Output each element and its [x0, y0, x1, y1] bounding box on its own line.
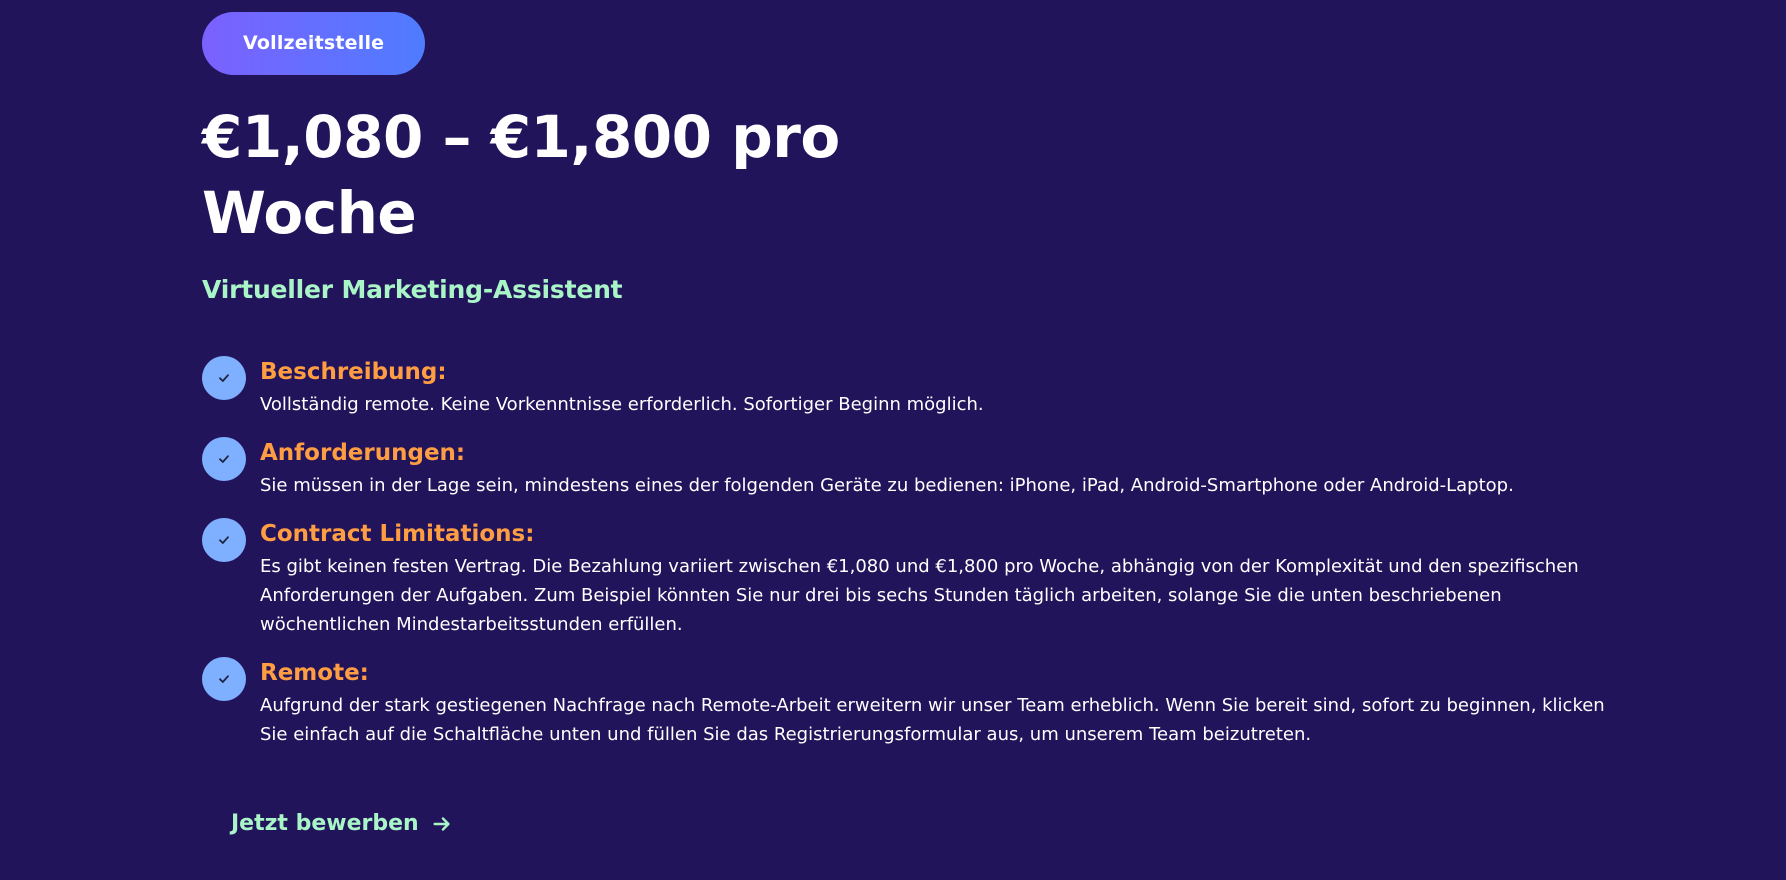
- job-title: Virtueller Marketing-Assistent: [202, 275, 623, 304]
- detail-description: Es gibt keinen festen Vertrag. Die Bezahlung variiert zwischen €1,080 und €1,800 pro Woche, abhängig von der Komplexität und den spezifischen Anforderungen der Aufgaben. Zum Beispiel könnten Sie nur drei bis sechs Stunden täglich arbeiten, solange Sie die unten beschriebenen wöchentlichen Mindestarbeitsstunden erfüllen.: [260, 556, 1579, 635]
- job-details-list: [202, 358, 1622, 749]
- job-card: [202, 12, 1622, 836]
- detail-heading: Remote:: [260, 660, 369, 686]
- detail-text-block: [260, 659, 1622, 749]
- detail-heading: Contract Limitations:: [260, 521, 535, 547]
- detail-item-requirements: [202, 439, 1622, 500]
- detail-heading: Anforderungen:: [260, 440, 466, 466]
- apply-now-link[interactable]: [231, 811, 453, 836]
- arrow-right-icon: [431, 813, 453, 835]
- apply-now-label: Jetzt bewerben: [231, 811, 419, 836]
- detail-item-remote: [202, 659, 1622, 749]
- detail-description: Vollständig remote. Keine Vorkenntnisse erforderlich. Sofortiger Beginn möglich.: [260, 394, 984, 415]
- check-icon: [202, 356, 246, 400]
- detail-text-block: [260, 439, 1622, 500]
- detail-description: Aufgrund der stark gestiegenen Nachfrage nach Remote-Arbeit erweitern wir unser Team erheblich. Wenn Sie bereit sind, sofort zu beginnen, klicken Sie einfach auf die Schaltfläche unten und füllen Sie das Registrierungsformular aus, um unserem Team beizutreten.: [260, 695, 1605, 745]
- detail-description: Sie müssen in der Lage sein, mindestens eines der folgenden Geräte zu bedienen: iPhone, iPad, Android-Smartphone oder Android-Laptop.: [260, 475, 1514, 496]
- detail-heading: Beschreibung:: [260, 359, 447, 385]
- detail-item-description: [202, 358, 1622, 419]
- detail-item-contract-limitations: [202, 520, 1622, 639]
- employment-type-badge[interactable]: Vollzeitstelle: [202, 12, 425, 75]
- salary-heading: €1,080 – €1,800 pro Woche: [202, 103, 840, 247]
- detail-text-block: [260, 520, 1622, 639]
- detail-text-block: [260, 358, 1622, 419]
- check-icon: [202, 518, 246, 562]
- check-icon: [202, 657, 246, 701]
- check-icon: [202, 437, 246, 481]
